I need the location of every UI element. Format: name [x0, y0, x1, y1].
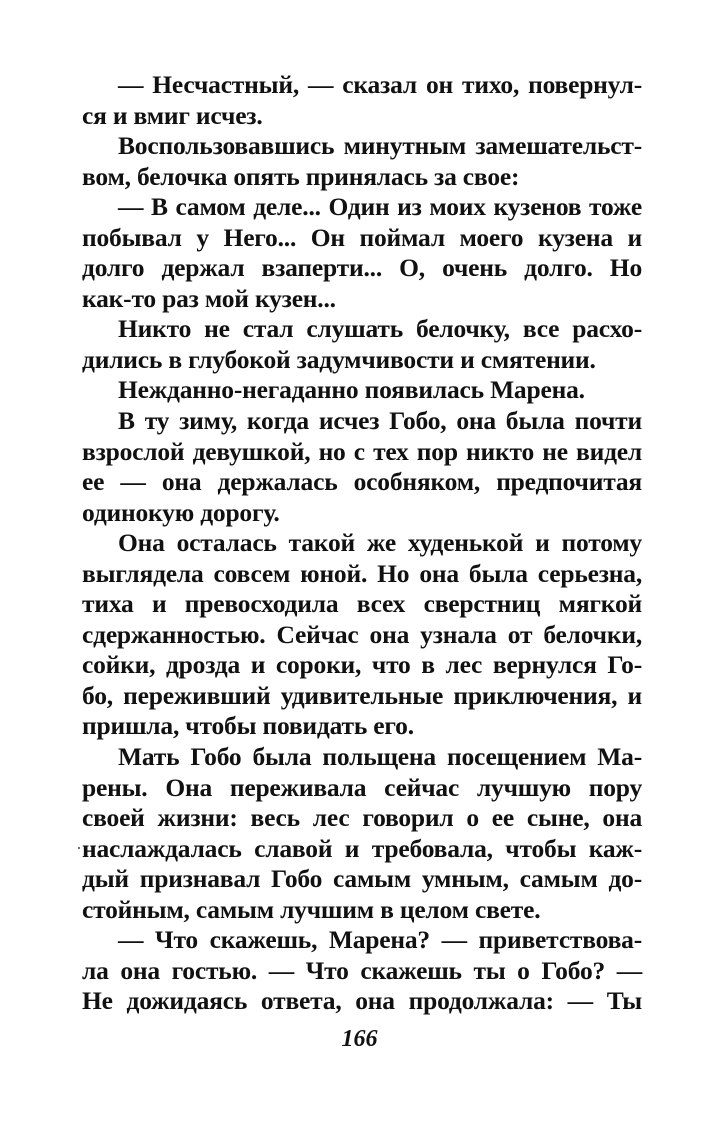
text-line: побывал у Него... Он поймал моего кузена и [82, 222, 642, 252]
page-number: 166 [341, 1026, 378, 1052]
text-line: тиха и превосходила всех сверстниц мягкой [82, 589, 642, 619]
text-line: — В самом деле... Один из моих кузенов тоже [118, 192, 642, 222]
text-line: Воспользовавшись минутным замешательст- [118, 131, 642, 161]
text-line: — Несчастный, — сказал он тихо, повернул- [118, 70, 642, 99]
text-line: ла она гостью. — Что скажешь ты о Гобо? — [82, 955, 642, 985]
text-line: долго держал взаперти... О, очень долго. Но [82, 253, 642, 283]
text-line: Не дожидаясь ответа, она продолжала: — Ты [82, 986, 642, 1016]
text-line: как-то раз мой кузен... [82, 283, 336, 313]
text-line: рены. Она переживала сейчас лучшую пору [82, 772, 642, 802]
text-line: Нежданно-негаданно появилась Марена. [118, 375, 585, 405]
text-line: В ту зиму, когда исчез Гобо, она была почти [118, 406, 642, 436]
text-line: выглядела совсем юной. Но она была серьезна, [82, 558, 642, 588]
text-line: дый признавал Гобо самым умным, самым до- [82, 864, 642, 894]
text-line: вом, белочка опять принялась за свое: [82, 161, 520, 191]
text-line: бо, переживший удивительные приключения, и [82, 680, 642, 710]
text-line: Она осталась такой же худенькой и потому [118, 528, 642, 558]
text-line: Никто не стал слушать белочку, все расхо- [118, 314, 642, 344]
body-text [82, 70, 642, 1017]
text-line: Мать Гобо была польщена посещением Ма- [118, 742, 642, 772]
text-line: дились в глубокой задумчивости и смятении. [82, 344, 596, 374]
text-line: пришла, чтобы повидать его. [82, 711, 414, 741]
text-line: сдержанностью. Сейчас она узнала от белочки, [82, 619, 642, 649]
text-line: — Что скажешь, Марена? — приветствова- [118, 925, 642, 955]
text-line: сойки, дрозда и сороки, что в лес вернулся Го- [82, 650, 642, 680]
text-line: своей жизни: весь лес говорил о ее сыне, она [82, 803, 642, 833]
text-line: ся и вмиг исчез. [82, 100, 263, 130]
text-line: стойным, самым лучшим в целом свете. [82, 894, 541, 924]
text-line: одинокую дорогу. [82, 497, 280, 527]
text-line: взрослой девушкой, но с тех пор никто не видел [82, 436, 642, 466]
print-speck [78, 847, 80, 849]
text-line: наслаждалась славой и требовала, чтобы каж- [82, 833, 642, 863]
text-line: ее — она держалась особняком, предпочитая [82, 467, 642, 497]
